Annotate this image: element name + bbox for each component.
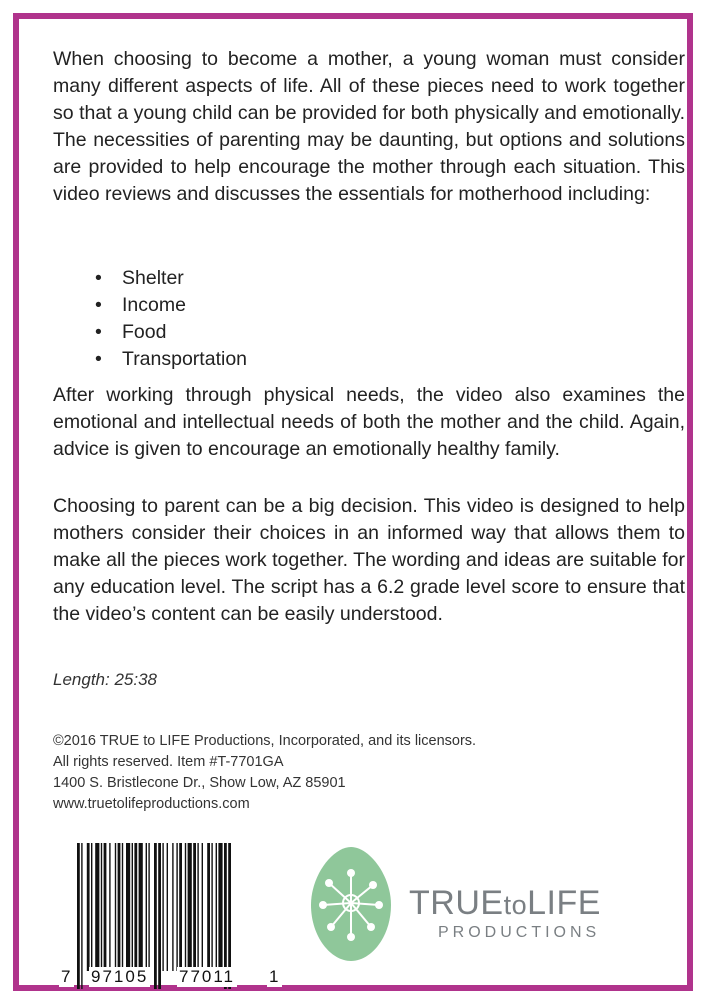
bullet-icon: •	[95, 321, 102, 343]
brand-subtitle: PRODUCTIONS	[438, 924, 601, 941]
bullet-icon: •	[95, 294, 102, 316]
list-item-label: Transportation	[122, 348, 248, 370]
barcode-first-digit: 7	[61, 967, 73, 986]
bullet-icon: •	[95, 348, 102, 370]
brand-name-life: LIFE	[527, 884, 601, 922]
list-item-label: Income	[122, 294, 186, 316]
brand-name-to: to	[503, 890, 528, 920]
barcode-right-digits: 77011	[179, 967, 236, 986]
list-item	[53, 265, 247, 292]
website-line: www.truetolifeproductions.com	[53, 796, 250, 812]
bullet-icon: •	[95, 267, 102, 289]
list-item-label: Shelter	[122, 267, 184, 289]
barcode-last-digit: 1	[269, 967, 281, 986]
page-border	[13, 13, 693, 991]
brand-name-true: TRUE	[409, 884, 504, 922]
barcode-left-digits: 97105	[91, 967, 149, 986]
legal-info	[53, 731, 476, 815]
list-item	[53, 319, 247, 346]
decision-paragraph: Choosing to parent can be a big decision. This video is designed to help mothers consider their choices in an informed way that allows them to make all the pieces work together. The wording and ideas are suitable for any education level. The script has a 6.2 grade level score to ensure that the video’s content can be easily understood.	[53, 495, 685, 625]
rights-line: All rights reserved. Item #T-7701GA	[53, 754, 284, 770]
list-item	[53, 346, 247, 373]
copyright-line: ©2016 TRUE to LIFE Productions, Incorporated, and its licensors.	[53, 733, 477, 749]
address-line: 1400 S. Bristlecone Dr., Show Low, AZ 85901	[53, 775, 346, 791]
video-length: Length: 25:38	[53, 670, 157, 689]
list-item	[53, 292, 247, 319]
emotional-needs-paragraph: After working through physical needs, the video also examines the emotional and intellectual needs of both the mother and the child. Again, advice is given to encourage an emotionally healthy family.	[53, 384, 685, 460]
essentials-list	[53, 265, 247, 373]
true-to-life-logo-icon	[309, 845, 393, 963]
brand-name	[409, 884, 601, 923]
intro-paragraph: When choosing to become a mother, a young woman must consider many different aspects of life. All of these pieces need to work together so that a young child can be provided for both physically and emotionally. The necessities of parenting may be daunting, but options and solutions are provided to help encourage the mother through each situation. This video reviews and discusses the essentials for motherhood including:	[53, 48, 685, 205]
list-item-label: Food	[122, 321, 167, 343]
